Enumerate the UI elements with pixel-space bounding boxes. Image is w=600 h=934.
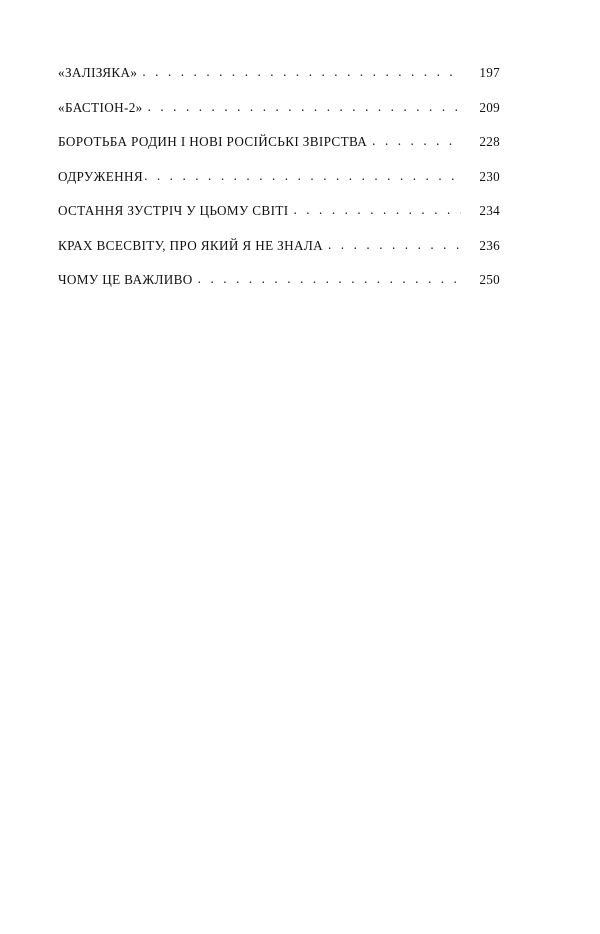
toc-entry-page: 236	[479, 237, 500, 253]
toc-entry-title: «ЗАЛІЗЯКА»	[58, 65, 138, 80]
toc-entry-page: 234	[479, 203, 500, 219]
toc-entry-title: ОСТАННЯ ЗУСТРІЧ У ЦЬОМУ СВІТІ	[58, 203, 289, 219]
toc-entry[interactable]	[58, 135, 500, 150]
toc-entry-page: 209	[479, 99, 500, 115]
toc-entry-title: БОРОТЬБА РОДИН І НОВІ РОСІЙСЬКІ ЗВІРСТВА	[58, 134, 368, 150]
toc-entry[interactable]	[58, 170, 500, 185]
toc-entry-title: ЧОМУ ЦЕ ВАЖЛИВО	[58, 272, 193, 288]
toc-entry-title: «БАСТІОН-2»	[58, 99, 143, 115]
toc-entry[interactable]	[58, 273, 500, 288]
toc-leader-dots	[372, 134, 461, 149]
toc-entry[interactable]	[58, 66, 500, 81]
toc-leader-dots	[142, 65, 461, 80]
toc-entry-title: ОДРУЖЕННЯ	[58, 168, 144, 184]
toc-entry-page: 197	[479, 65, 500, 80]
toc-entry-title: КРАХ ВСЕСВІТУ, ПРО ЯКИЙ Я НЕ ЗНАЛА	[58, 237, 324, 253]
toc-leader-dots	[144, 169, 461, 184]
toc-entry[interactable]	[58, 101, 500, 116]
table-of-contents	[58, 66, 500, 288]
toc-entry[interactable]	[58, 204, 500, 219]
toc-entry[interactable]	[58, 239, 500, 254]
toc-leader-dots	[293, 203, 461, 218]
toc-entry-page: 250	[479, 272, 500, 288]
toc-leader-dots	[148, 100, 461, 115]
toc-entry-page: 228	[479, 134, 500, 150]
toc-leader-dots	[328, 238, 461, 253]
toc-entry-page: 230	[479, 168, 500, 184]
toc-leader-dots	[198, 272, 461, 287]
